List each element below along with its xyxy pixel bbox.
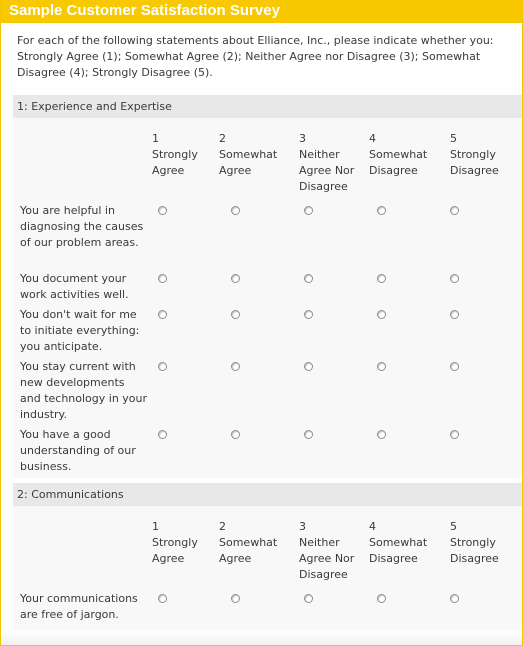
survey-instructions: For each of the following statements about Elliance, Inc., please indicate whether you: Strongly Agree (1); Somewhat Agree (2); Neither Agree nor Disagree (3); Somewhat Disagree (4); Strongly Disagree (5). (17, 34, 494, 79)
scale-label-3: 3 Neither Agree Nor Disagree (299, 520, 355, 581)
radio-q1-2[interactable] (231, 206, 240, 215)
radio-q5-5[interactable] (450, 430, 459, 439)
radio-q3-5[interactable] (450, 310, 459, 319)
radio-q3-3[interactable] (304, 310, 313, 319)
radio-q6-4[interactable] (377, 594, 386, 603)
radio-q1-3[interactable] (304, 206, 313, 215)
question-text: You stay current with new developments and technology in your industry. (20, 360, 148, 421)
radio-q1-1[interactable] (158, 206, 167, 215)
radio-q3-4[interactable] (377, 310, 386, 319)
radio-q4-5[interactable] (450, 362, 459, 371)
scale-label-1: 1 Strongly Agree (152, 520, 198, 565)
question-text: You document your work activities well. (20, 272, 129, 301)
scale-label-3: 3 Neither Agree Nor Disagree (299, 132, 355, 193)
radio-q1-4[interactable] (377, 206, 386, 215)
scale-label-2: 2 Somewhat Agree (219, 132, 278, 177)
radio-q2-4[interactable] (377, 274, 386, 283)
radio-q3-1[interactable] (158, 310, 167, 319)
radio-q3-2[interactable] (231, 310, 240, 319)
radio-q2-3[interactable] (304, 274, 313, 283)
question-text: Your communications are free of jargon. (20, 592, 138, 621)
radio-q5-3[interactable] (304, 430, 313, 439)
radio-q4-4[interactable] (377, 362, 386, 371)
scale-label-1: 1 Strongly Agree (152, 132, 198, 177)
scale-label-4: 4 Somewhat Disagree (369, 132, 428, 177)
radio-q2-5[interactable] (450, 274, 459, 283)
radio-q2-1[interactable] (158, 274, 167, 283)
section-title: 2: Communications (17, 488, 124, 501)
radio-q5-2[interactable] (231, 430, 240, 439)
scale-label-5: 5 Strongly Disagree (450, 520, 499, 565)
radio-q5-4[interactable] (377, 430, 386, 439)
radio-q6-5[interactable] (450, 594, 459, 603)
scale-label-4: 4 Somewhat Disagree (369, 520, 428, 565)
radio-q5-1[interactable] (158, 430, 167, 439)
section-header-experience (13, 95, 522, 118)
radio-q1-5[interactable] (450, 206, 459, 215)
radio-q6-2[interactable] (231, 594, 240, 603)
scale-label-2: 2 Somewhat Agree (219, 520, 278, 565)
radio-q6-3[interactable] (304, 594, 313, 603)
question-text: You have a good understanding of our business. (20, 428, 136, 473)
survey-title: Sample Customer Satisfaction Survey (9, 2, 280, 19)
question-text: You don't wait for me to initiate everything: you anticipate. (20, 308, 140, 353)
scale-label-5: 5 Strongly Disagree (450, 132, 499, 177)
radio-q6-1[interactable] (158, 594, 167, 603)
radio-q4-2[interactable] (231, 362, 240, 371)
title-bar (1, 0, 523, 23)
torn-bottom-edge (1, 630, 523, 646)
section-title: 1: Experience and Expertise (17, 100, 172, 113)
question-text: You are helpful in diagnosing the causes of our problem areas. (20, 204, 144, 249)
radio-q2-2[interactable] (231, 274, 240, 283)
radio-q4-3[interactable] (304, 362, 313, 371)
section-header-communications (13, 483, 522, 506)
radio-q4-1[interactable] (158, 362, 167, 371)
